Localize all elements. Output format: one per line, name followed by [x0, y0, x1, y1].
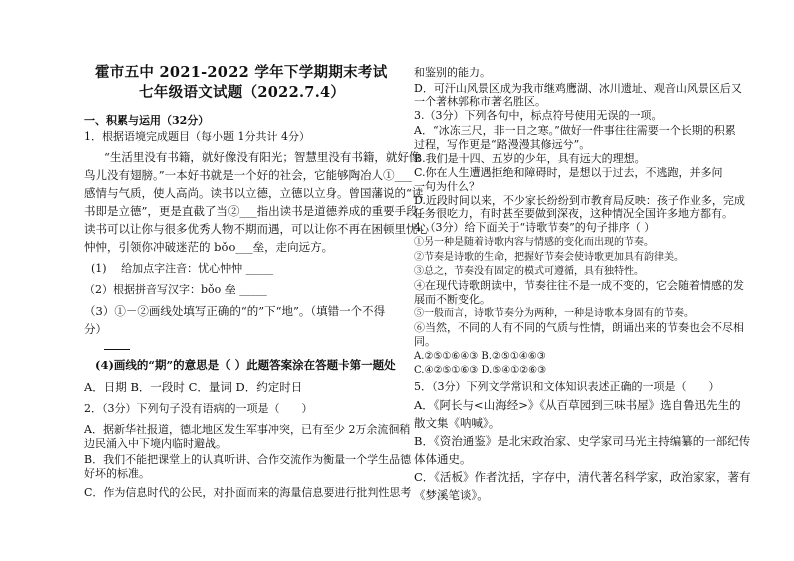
- question-3-option-b: B.我们是十四、五岁的少年，具有远大的理想。: [414, 152, 646, 165]
- question-2-option-c: C．作为信息时代的公民，对扑面而来的海量信息要进行批判性思考: [84, 486, 412, 499]
- question-5-heading: 5．（3分）下列文学常识和文体知识表述正确的一项是（ ）: [414, 380, 720, 393]
- sentence-4-cont: 展而不断变化。: [414, 293, 491, 306]
- question-5-option-a-cont: 散文集《呐喊》。: [414, 416, 501, 430]
- sentence-2: ②节奏是诗歌的生命，把握好节奏会使诗歌更加具有韵律美。: [414, 252, 684, 263]
- question-2-option-b: B．我们不能把课堂上的认真听讲、合作交流作为衡量一个学生品德: [84, 453, 412, 466]
- sentence-6-cont: 同。: [414, 335, 436, 348]
- question-5-option-a: A．《阿长与<山海经>》《从百草园到三味书屋》选自鲁迅先生的: [414, 398, 741, 412]
- subquestion-3-cont: 分）: [84, 322, 107, 336]
- sentence-5: ⑤一般而言，诗歌节奏分为两种，一种是诗歌本身固有的节奏。: [414, 308, 694, 319]
- question-2-option-a: A．据新华社报道，德北地区发生军事冲突，已有至少 2万余流徊稍: [84, 423, 411, 436]
- sentence-3: ③总之，节奏没有固定的模式可遵循，具有独特性。: [414, 266, 644, 277]
- question-4-options-cd: C.④②⑤①⑥③ D.⑤④①②⑥③: [414, 365, 547, 376]
- question-2-option-a-cont: 边民涌入中下境内临时避战。: [84, 437, 227, 450]
- question-5-option-c: C．《活板》作者沈括，字存中，清代著名科学家，政治家家，著有: [414, 470, 751, 484]
- question-3-heading: 3.（3分）下列各句中，标点符号使用无误的一项。: [414, 109, 663, 122]
- sentence-4: ④在现代诗歌朗读中，节奏往往不是一成不变的，它会随着情感的发: [414, 279, 744, 292]
- passage-line-1: “生活里没有书籍，就好像没有阳光；智慧里没有书籍，就好像: [104, 150, 421, 164]
- question-5-option-c-cont: 《梦溪笔谈》。: [414, 488, 489, 502]
- exam-subtitle: 七年级语文试题（2022.7.4）: [139, 84, 346, 101]
- passage-line-4: 书即是立德”，更是直截了当②___指出读书是道德养成的重要手段。: [84, 204, 430, 218]
- question-2-option-d-cont: 一个著林郭称市著名胜区。: [414, 95, 546, 108]
- question-2-option-d: D．可汗山风景区成为我市继鸡鹰湖、冰川遗址、观音山风景区后又: [414, 82, 742, 95]
- question-5-option-b: B．《资治通鉴》是北宋政治家、史学家司马光主持编纂的一部纪传: [414, 434, 751, 448]
- question-3-option-c: C.你在人生遭遇拒绝和障碍时，是想以于过去，不逃跑，并多问: [414, 166, 723, 179]
- question-5-option-b-cont: 体体通史。: [414, 452, 472, 466]
- question-4-options-ab: A.②⑤①⑥④③ B.②⑤①④⑥③: [414, 351, 546, 362]
- continued-line: 和鉴别的能力。: [414, 66, 491, 79]
- question-1-heading: 1．根据语境完成题目（每小题 1分共计 4分）: [84, 130, 310, 143]
- sentence-6: ⑥当然，不同的人有不同的气质与性情，朗诵出来的节奏也会不尽相: [414, 321, 744, 334]
- passage-line-5: 读书可以让你与很多优秀人物不期而遇，可以让你不再在困顿里忧心: [84, 222, 429, 236]
- passage-line-2: 鸟儿没有翅膀。”一本好书就是一个好的社会，它能够陶冶人①___: [84, 168, 412, 182]
- subquestion-3: （3）①－②画线处填写正确的“的”下“地”。（填错一个不得: [84, 304, 386, 318]
- passage-line-6: 忡忡，引领你冲破迷茫的 bǒo___垒，走向远方。: [84, 240, 334, 254]
- answer-blank: [104, 349, 130, 350]
- question-3-option-a: A．“冰冻三尺，非一日之寒。”做好一件事往往需要一个长期的积累: [414, 124, 736, 137]
- question-3-option-d: D.近段时间以来，不少家长纷纷到市教育局反映：孩子作业多，完成: [414, 194, 745, 207]
- question-3-option-a-cont: 过程，写作更是“路漫漫其修远兮”。: [414, 138, 591, 151]
- subquestion-4: (4)画线的“期”的意思是（ ）此题答案涂在答题卡第一题处: [95, 358, 396, 372]
- exam-title: 霍市五中 2021-2022 学年下学期期末考试: [95, 64, 388, 81]
- question-3-option-d-cont: 任务很吃力，有时甚至要做到深夜，这种情况全国许多地方都有。: [414, 207, 733, 220]
- section-heading: 一、积累与运用（32分）: [84, 114, 210, 127]
- sentence-1: ①另一种是随着诗歌内容与情感的变化而出现的节奏。: [414, 237, 654, 248]
- question-3-option-c-cont: 一句为什么？: [414, 180, 480, 193]
- question-2-option-b-cont: 好坏的标准。: [84, 467, 150, 480]
- subquestion-4-options: A．日期 B．一段时 C．量词 D．约定时日: [84, 380, 303, 394]
- question-2-heading: 2．（3分）下列句子没有语病的一项是（ ）: [84, 402, 313, 415]
- subquestion-1: (1) 给加点字注音：忧心忡忡 _____: [91, 262, 274, 275]
- passage-line-3: 感情与气质，使人高尚。读书以立德，立德以立身。曾国藩说的“读: [84, 186, 424, 200]
- question-4-heading: 4.（3分）给下面关于“诗歌节奏”的句子排序（ ）: [414, 221, 656, 234]
- subquestion-2: （2）根据拼音写汉字：bǒo 垒 _____: [84, 283, 267, 296]
